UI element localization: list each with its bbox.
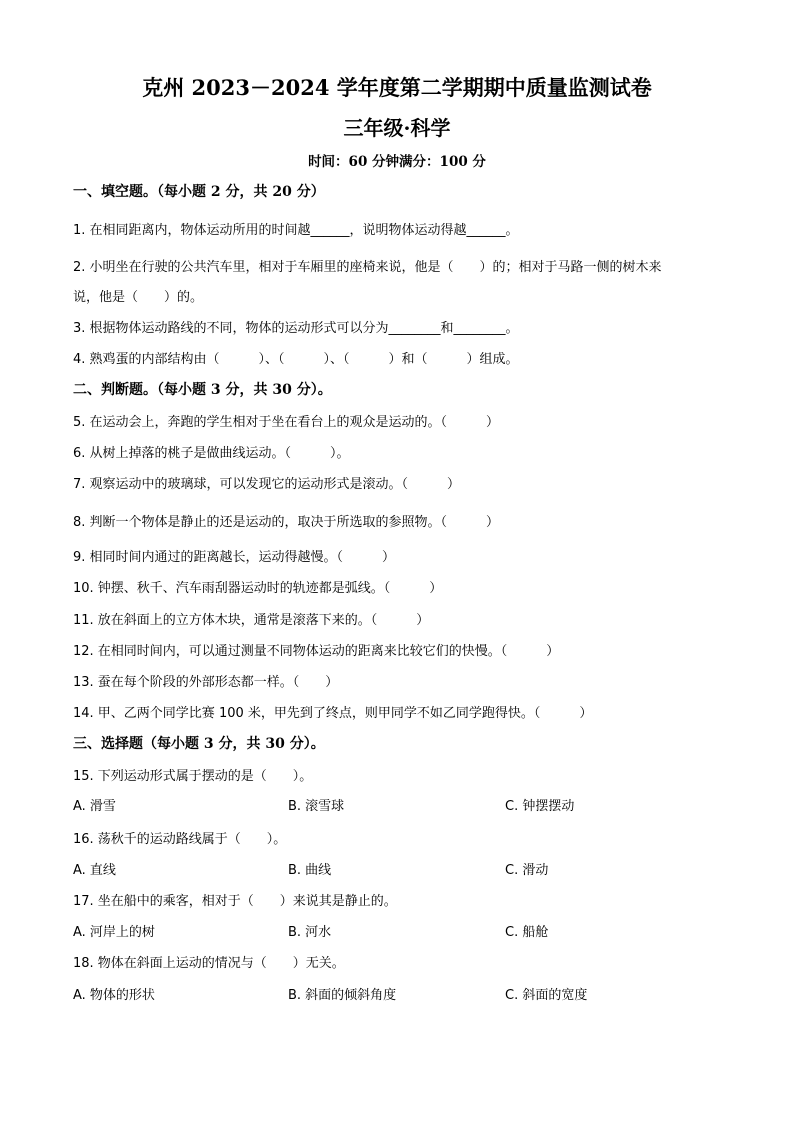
- question-1: 1. 在相同距离内，物体运动所用的时间越______，说明物体运动得越______。: [73, 223, 519, 238]
- section-multiple-choice: 三、选择题（每小题 3 分，共 30 分）。: [73, 736, 325, 752]
- question-8: 8. 判断一个物体是静止的还是运动的，取决于所选取的参照物。（ ）: [73, 515, 500, 530]
- section-true-false: 二、判断题。（每小题 3 分，共 30 分）。: [73, 382, 332, 398]
- question-14: 14. 甲、乙两个同学比赛 100 米，甲先到了终点，则甲同学不如乙同学跑得快。（ ）: [73, 706, 593, 721]
- question-16-option-c: C. 滑动: [505, 863, 549, 878]
- question-15-option-a: A. 滑雪: [73, 799, 116, 814]
- exam-title: 克州 2023－2024 学年度第二学期期中质量监测试卷: [142, 75, 652, 100]
- question-6: 6. 从树上掉落的桃子是做曲线运动。（ ）。: [73, 446, 350, 461]
- question-7: 7. 观察运动中的玻璃球，可以发现它的运动形式是滚动。（ ）: [73, 477, 461, 492]
- exam-subtitle: 三年级·科学: [343, 116, 451, 140]
- question-16: 16. 荡秋千的运动路线属于（ ）。: [73, 832, 287, 847]
- exam-time-score: 时间：60 分钟满分：100 分: [308, 154, 486, 170]
- question-12: 12. 在相同时间内，可以通过测量不同物体运动的距离来比较它们的快慢。（ ）: [73, 644, 560, 659]
- question-16-option-b: B. 曲线: [288, 863, 332, 878]
- question-3: 3. 根据物体运动路线的不同，物体的运动形式可以分为________和________。: [73, 321, 519, 336]
- question-18: 18. 物体在斜面上运动的情况与（ ）无关。: [73, 956, 345, 971]
- question-4: 4. 熟鸡蛋的内部结构由（ ）、（ ）、（ ）和（ ）组成。: [73, 352, 519, 367]
- question-18-option-b: B. 斜面的倾斜角度: [288, 988, 397, 1003]
- question-2-continued: 说，他是（ ）的。: [73, 290, 204, 305]
- question-16-option-a: A. 直线: [73, 863, 116, 878]
- question-18-option-c: C. 斜面的宽度: [505, 988, 588, 1003]
- question-17-option-c: C. 船舱: [505, 925, 549, 940]
- question-17: 17. 坐在船中的乘客，相对于（ ）来说其是静止的。: [73, 894, 397, 909]
- question-10: 10. 钟摆、秋千、汽车雨刮器运动时的轨迹都是弧线。（ ）: [73, 581, 443, 596]
- question-15-option-b: B. 滚雪球: [288, 799, 345, 814]
- section-fill-blank: 一、填空题。（每小题 2 分，共 20 分）: [73, 184, 325, 200]
- question-2: 2. 小明坐在行驶的公共汽车里，相对于车厢里的座椅来说，他是（ ）的；相对于马路一侧的树木来: [73, 260, 662, 275]
- question-18-option-a: A. 物体的形状: [73, 988, 155, 1003]
- question-5: 5. 在运动会上，奔跑的学生相对于坐在看台上的观众是运动的。（ ）: [73, 415, 500, 430]
- question-15: 15. 下列运动形式属于摆动的是（ ）。: [73, 769, 313, 784]
- question-9: 9. 相同时间内通过的距离越长，运动得越慢。（ ）: [73, 550, 396, 565]
- question-13: 13. 蚕在每个阶段的外部形态都一样。（ ）: [73, 675, 339, 690]
- question-11: 11. 放在斜面上的立方体木块，通常是滚落下来的。（ ）: [73, 613, 430, 628]
- question-15-option-c: C. 钟摆摆动: [505, 799, 575, 814]
- question-17-option-a: A. 河岸上的树: [73, 925, 155, 940]
- question-17-option-b: B. 河水: [288, 925, 332, 940]
